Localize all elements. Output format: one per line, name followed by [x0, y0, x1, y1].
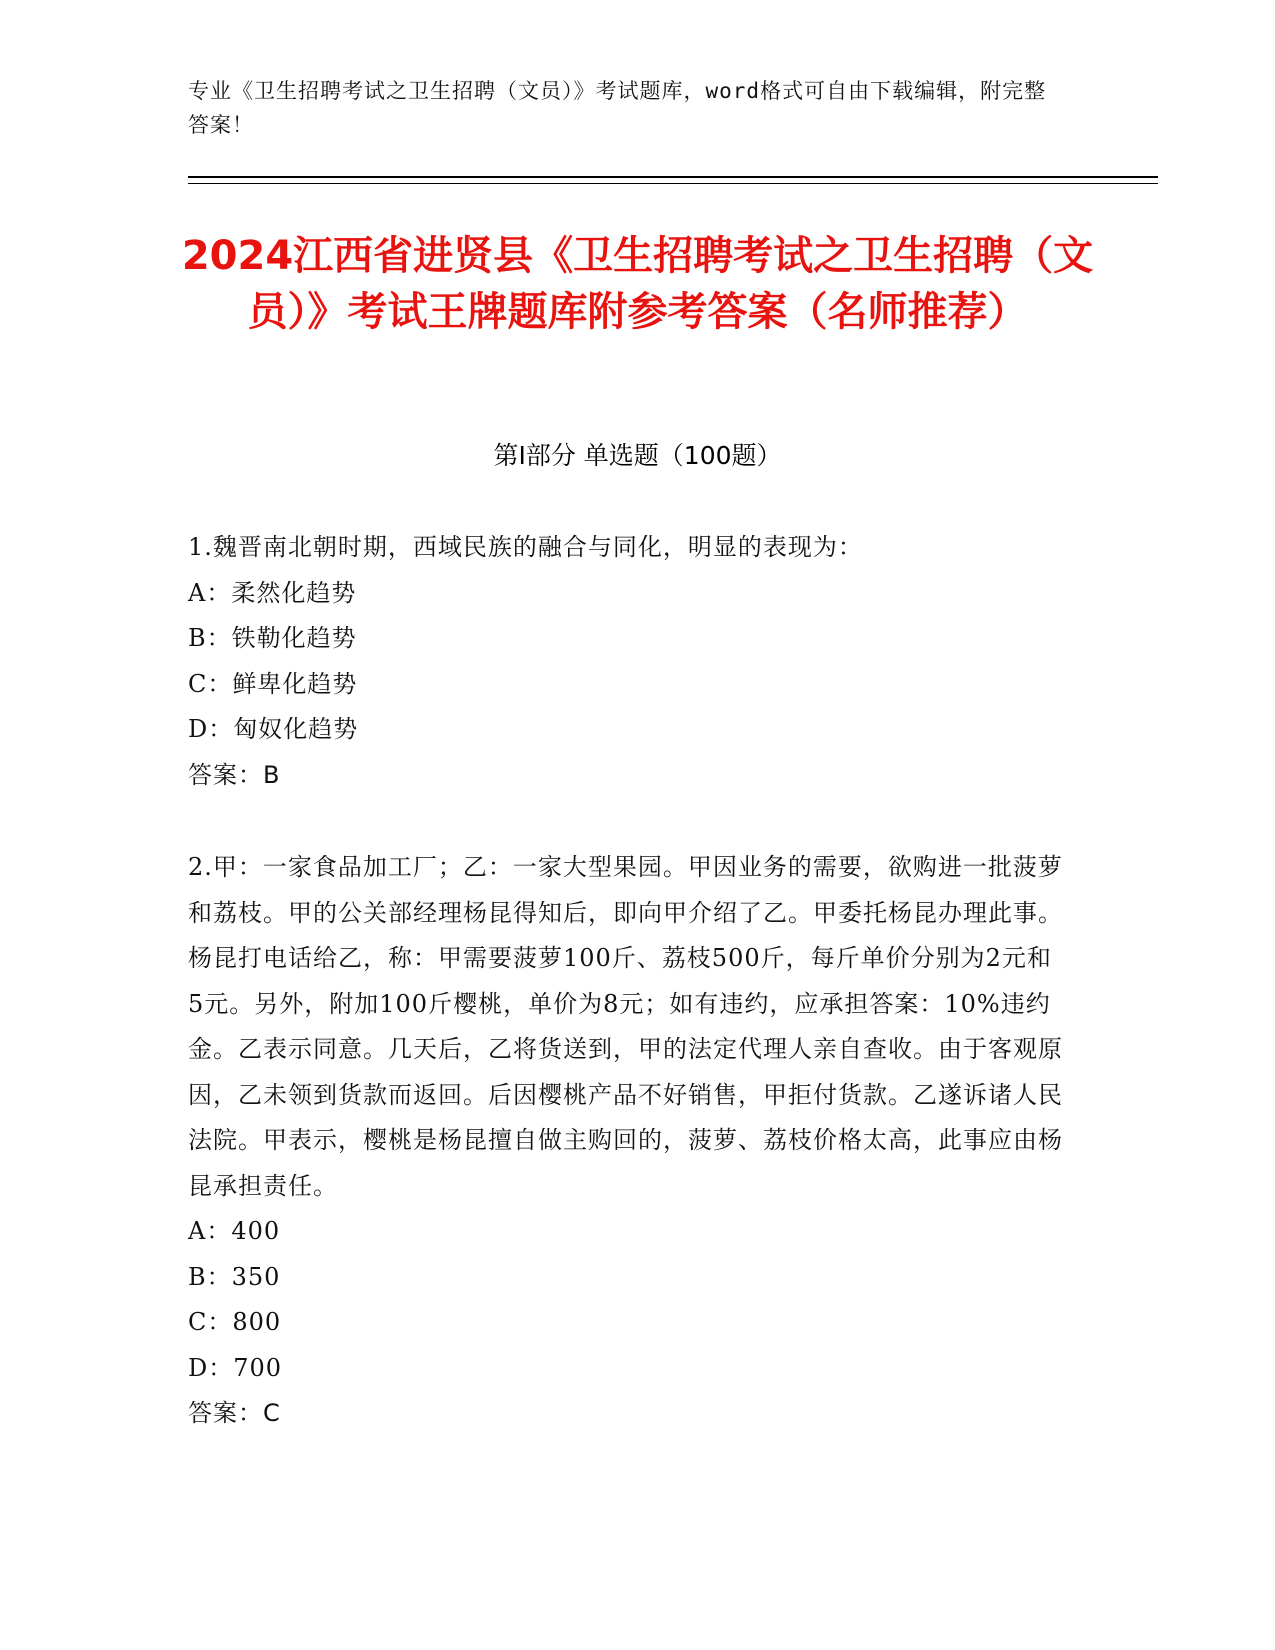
option-a: A：400: [188, 1217, 281, 1245]
question-block: [188, 525, 1068, 798]
option-d: D：700: [188, 1353, 283, 1382]
document-title: 2024江西省进贤县《卫生招聘考试之卫生招聘（文员）》考试王牌题库附参考答案（名师推荐）: [181, 233, 1094, 335]
option-c: C：鲜卑化趋势: [188, 669, 358, 698]
option-a: A：柔然化趋势: [188, 578, 357, 607]
option-b: B：350: [188, 1262, 281, 1291]
answer-line: 答案：B: [188, 760, 281, 789]
section-title: 第Ⅰ部分 单选题（100题）: [493, 441, 782, 470]
question-stem: 2.甲：一家食品加工厂；乙：一家大型果园。甲因业务的需要，欲购进一批菠萝和荔枝。甲的公关部经理杨昆得知后，即向甲介绍了乙。甲委托杨昆办理此事。杨昆打电话给乙，称：甲需要菠萝100斤、荔枝500斤，每斤单价分别为2元和5元。另外，附加100斤樱桃，单价为8元；如有违约，应承担答案：10%违约金。乙表示同意。几天后，乙将货送到，甲的法定代理人亲自查收。由于客观原因，乙未领到货款而返回。后因樱桃产品不好销售，甲拒付货款。乙遂诉诸人民法院。甲表示，樱桃是杨昆擅自做主购回的，菠萝、荔枝价格太高，此事应由杨昆承担责任。: [188, 853, 1063, 1200]
question-stem: 1.魏晋南北朝时期，西域民族的融合与同化，明显的表现为：: [188, 533, 863, 561]
header-divider-thick: [188, 176, 1158, 178]
header-note: 专业《卫生招聘考试之卫生招聘（文员）》考试题库，word格式可自由下载编辑，附完整答案！: [188, 79, 1047, 137]
option-b: B：铁勒化趋势: [188, 624, 357, 652]
answer-line: 答案：C: [188, 1399, 281, 1427]
question-block: [188, 845, 1068, 1437]
header-divider-thin: [188, 183, 1158, 184]
option-d: D：匈奴化趋势: [188, 715, 359, 743]
option-c: C：800: [188, 1308, 282, 1336]
